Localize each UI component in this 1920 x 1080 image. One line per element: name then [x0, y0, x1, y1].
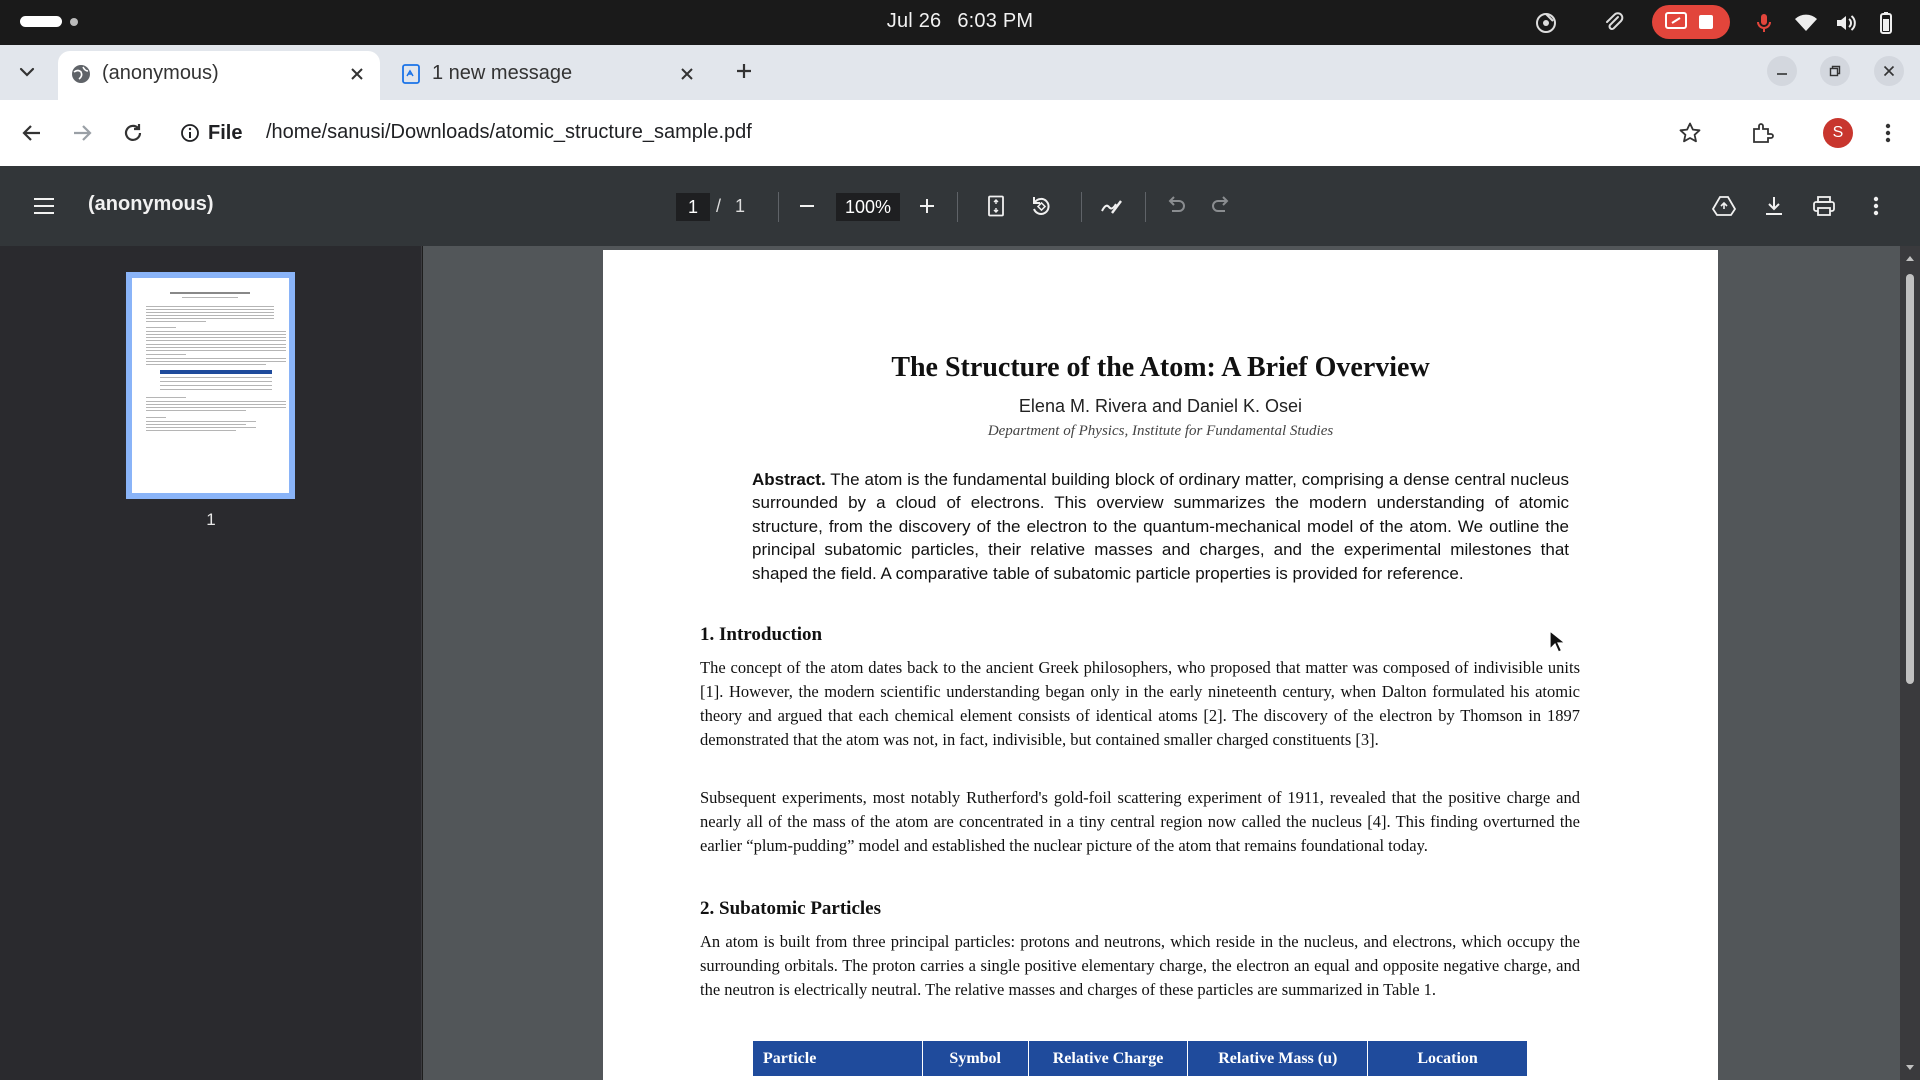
table-header-cell: Relative Mass (u) [1188, 1041, 1368, 1077]
reload-button[interactable] [117, 117, 149, 149]
clock-time: 6:03 PM [957, 10, 1034, 32]
hamburger-menu-icon [33, 197, 55, 215]
printer-icon [1812, 195, 1836, 217]
pdf-more-button[interactable] [1860, 190, 1892, 222]
section-heading: 1. Introduction [700, 624, 823, 645]
tab-close-button[interactable] [674, 61, 700, 87]
annotate-button[interactable] [1096, 190, 1128, 222]
save-to-drive-button[interactable] [1708, 190, 1740, 222]
paragraph: Subsequent experiments, most notably Rutherford's gold-foil scattering experiment of 1911, revealed that the positive charge and nearly all of the mass of the atom are concentrated in a tiny central region now called the nucleus [4]. This finding overturned the earlier “plum-pudding” model and established the nuclear picture of the atom that remains foundational today. [700, 788, 1580, 855]
globe-icon [70, 63, 92, 85]
page-separator: / [716, 196, 722, 216]
rotate-counterclockwise-icon [1030, 195, 1052, 217]
page-total: 1 [735, 196, 746, 216]
url-text[interactable]: /home/sanusi/Downloads/atomic_structure_sample.pdf [266, 121, 752, 143]
abstract-text: The atom is the fundamental building block of ordinary matter, comprising a dense central nucleus surrounded by a cloud of electrons. This overview summarizes the modern understanding of atomic structure, from the discovery of the electron to the quantum-mechanical model of the atom. We outline the principal subatomic particles, their relative masses and charges, and the experimental milestones that shaped the field. A comparative table of subatomic particle properties is provided for reference. [752, 470, 1569, 583]
arrow-left-icon [21, 122, 43, 144]
kebab-menu-icon [1873, 195, 1879, 217]
toolbar-divider [1145, 192, 1146, 222]
pdf-page [603, 250, 1718, 1080]
chevron-down-icon [18, 63, 36, 81]
tab-close-button[interactable] [344, 61, 370, 87]
microphone-icon[interactable] [1752, 11, 1776, 35]
bookmark-star-icon[interactable] [1678, 121, 1702, 145]
browser-toolbar [0, 100, 1920, 166]
thumbnail-sidebar [0, 246, 422, 1080]
undo-icon [1165, 196, 1187, 216]
system-top-bar [0, 0, 1920, 45]
redo-icon [1210, 196, 1232, 216]
screen-recording-indicator[interactable] [1652, 5, 1730, 39]
screencast-icon [1664, 11, 1688, 33]
site-info-button[interactable] [180, 120, 242, 146]
table-header-cell: Location [1368, 1041, 1528, 1077]
site-info-label: File [208, 121, 243, 144]
sidebar-toggle-button[interactable] [28, 190, 60, 222]
pdf-viewport[interactable] [423, 246, 1920, 1080]
toolbar-divider [1081, 192, 1082, 222]
document-affiliation: Department of Physics, Institute for Fundamental Studies [987, 423, 1334, 439]
zoom-level-input[interactable]: 100% [836, 193, 900, 221]
tab-anonymous[interactable] [58, 51, 380, 100]
plus-icon [918, 197, 936, 215]
pdf-document-title: (anonymous) [88, 193, 214, 215]
print-button[interactable] [1808, 190, 1840, 222]
tab-new-message[interactable] [388, 51, 710, 100]
fit-page-icon [986, 195, 1006, 217]
thumbnail-page-number: 1 [206, 510, 216, 529]
zoom-in-button[interactable] [911, 190, 943, 222]
restore-button[interactable] [1820, 56, 1850, 86]
back-button[interactable] [16, 117, 48, 149]
address-bar[interactable] [170, 111, 1730, 155]
close-window-button[interactable] [1874, 56, 1904, 86]
close-icon [350, 67, 364, 81]
close-icon [1883, 65, 1895, 77]
new-tab-button[interactable] [730, 57, 758, 85]
wifi-icon[interactable] [1794, 11, 1818, 35]
rotate-button[interactable] [1025, 190, 1057, 222]
document-title: The Structure of the Atom: A Brief Overview [891, 352, 1430, 383]
particle-table [752, 1040, 1528, 1077]
kebab-menu-icon [1885, 122, 1891, 144]
puzzle-icon [1750, 121, 1774, 145]
info-icon [180, 123, 200, 143]
clock[interactable] [0, 10, 1920, 33]
browser-menu-button[interactable] [1872, 117, 1904, 149]
table-header-cell: Relative Charge [1028, 1041, 1188, 1077]
tab-strip [0, 45, 1920, 100]
table-header-cell: Particle [753, 1041, 923, 1077]
minimize-icon [1776, 65, 1788, 77]
tab-search-button[interactable] [10, 55, 44, 89]
arrow-right-icon [71, 122, 93, 144]
pen-annotate-icon [1100, 195, 1124, 217]
minimize-button[interactable] [1767, 56, 1797, 86]
extensions-button[interactable] [1746, 117, 1778, 149]
pdf-toolbar [0, 166, 1920, 246]
mouse-cursor-icon [1549, 630, 1567, 654]
paragraph: An atom is built from three principal particles: protons and neutrons, which reside in the nucleus, and electrons, which occupy the surrounding orbitals. The proton carries a single positive elementary charge, the electron an equal and opposite negative charge, and the neutron is electrically neutral. The relative masses and charges of these particles are summarized in Table 1. [700, 932, 1580, 999]
undo-button[interactable] [1160, 190, 1192, 222]
tab-title: (anonymous) [102, 62, 219, 84]
battery-icon[interactable] [1874, 11, 1898, 35]
vertical-scrollbar[interactable] [1900, 246, 1920, 1080]
clock-date: Jul 26 [886, 10, 942, 32]
download-button[interactable] [1758, 190, 1790, 222]
tab-title: 1 new message [432, 62, 573, 84]
drive-icon [1711, 194, 1737, 218]
abstract [752, 468, 1569, 585]
reload-icon [122, 122, 144, 144]
forward-button[interactable] [66, 117, 98, 149]
scroll-down-icon[interactable] [1905, 1064, 1915, 1072]
restore-icon [1829, 65, 1841, 77]
page-thumbnail[interactable] [126, 272, 295, 499]
table-header-cell: Symbol [922, 1041, 1028, 1077]
page-number-input[interactable]: 1 [676, 193, 710, 221]
abstract-label: Abstract. [752, 470, 826, 489]
profile-avatar[interactable]: S [1823, 118, 1853, 148]
stop-recording-icon[interactable] [1699, 15, 1713, 29]
volume-icon[interactable] [1834, 11, 1858, 35]
toolbar-divider [778, 192, 779, 222]
plus-icon [735, 62, 753, 80]
app-indicator-icon[interactable] [1534, 11, 1558, 35]
redo-button[interactable] [1205, 190, 1237, 222]
thumbnail-page-preview [132, 278, 289, 493]
paragraph: The concept of the atom dates back to the ancient Greek philosophers, who proposed that matter was composed of indivisible units [1]. However, the modern scientific understanding began only in the early nineteenth century, when Dalton formulated his atomic theory and argued that each chemical element consists of identical atoms [2]. The discovery of the electron by Thomson in 1897 demonstrated that the atom was not, in fact, indivisible, but contained smaller charged constituents [3]. [700, 658, 1580, 749]
document-authors: Elena M. Rivera and Daniel K. Osei [1018, 396, 1303, 416]
table-header-row [753, 1041, 1528, 1077]
toolbar-divider [957, 192, 958, 222]
paperclip-icon[interactable] [1602, 11, 1626, 35]
mail-doc-icon [400, 63, 422, 85]
scroll-up-icon[interactable] [1905, 254, 1915, 262]
section-heading: 2. Subatomic Particles [700, 898, 882, 919]
close-icon [680, 67, 694, 81]
minus-icon [798, 197, 816, 215]
download-icon [1763, 195, 1785, 217]
fit-page-button[interactable] [980, 190, 1012, 222]
zoom-out-button[interactable] [791, 190, 823, 222]
scrollbar-thumb[interactable] [1906, 274, 1914, 684]
